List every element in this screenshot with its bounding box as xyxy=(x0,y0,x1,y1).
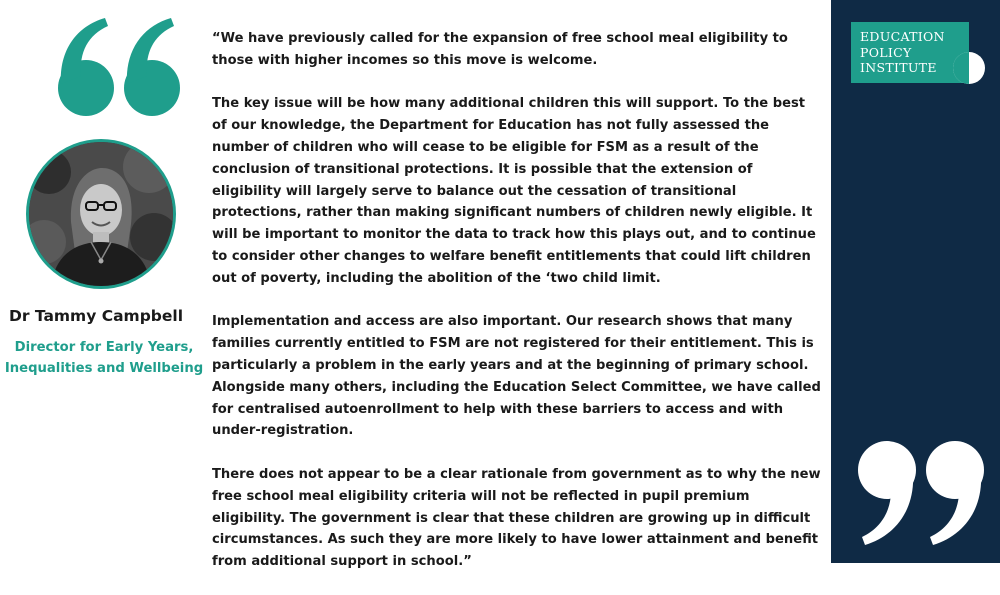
speaker-column xyxy=(0,0,205,563)
logo-half-circle-icon xyxy=(951,50,987,86)
person-role-line: Inequalities and Wellbeing xyxy=(4,361,204,376)
quote-paragraph: The key issue will be how many additional children this will support. To the best of our knowledge, the Department for Education has not fully assessed the number of children who will cease to be eligible for FSM as a result of the conclusion of transitional protections. It is possible that the extension of eligibility will largely serve to balance out the cessation of transitional protections, rather than making significant numbers of children newly eligible. It will be important to monitor the data to track how this plays out, and to continue to consider other changes to welfare benefit entitlements that could lift children out of poverty, including the abolition of the ‘two child limit. xyxy=(212,96,816,286)
opening-quotation-mark-icon xyxy=(55,18,185,118)
quote-paragraph: “We have previously called for the expansion of free school meal eligibility to those with higher incomes so this move is welcome. xyxy=(212,31,788,68)
logo-line: INSTITUTE xyxy=(860,60,937,75)
closing-quotation-mark-icon xyxy=(851,440,991,545)
logo-line: EDUCATION xyxy=(860,29,945,44)
person-name: Dr Tammy Campbell xyxy=(8,307,184,325)
brand-panel xyxy=(831,0,1000,563)
person-role-line: Director for Early Years, xyxy=(14,340,194,355)
quote-paragraph: There does not appear to be a clear rationale from government as to why the new free school meal eligibility criteria will not be reflected in pupil premium eligibility. The government is clear that these children are growing up in difficult circumstances. As such they are more likely to have lower attainment and benefit from additional support in school.” xyxy=(212,466,821,570)
quote-paragraph: Implementation and access are also important. Our research shows that many families currently entitled to FSM are not registered for their entitlement. This is particularly a problem in the early years and at the beginning of primary school. Alongside many others, including the Education Select Committee, we have called for centralised autoenrollment to help with these barriers to access and with under-registration. xyxy=(212,314,821,439)
avatar xyxy=(26,139,176,289)
quote-body xyxy=(212,28,824,595)
person-role xyxy=(0,337,208,379)
logo-text xyxy=(860,29,945,76)
logo-line: POLICY xyxy=(860,44,912,60)
